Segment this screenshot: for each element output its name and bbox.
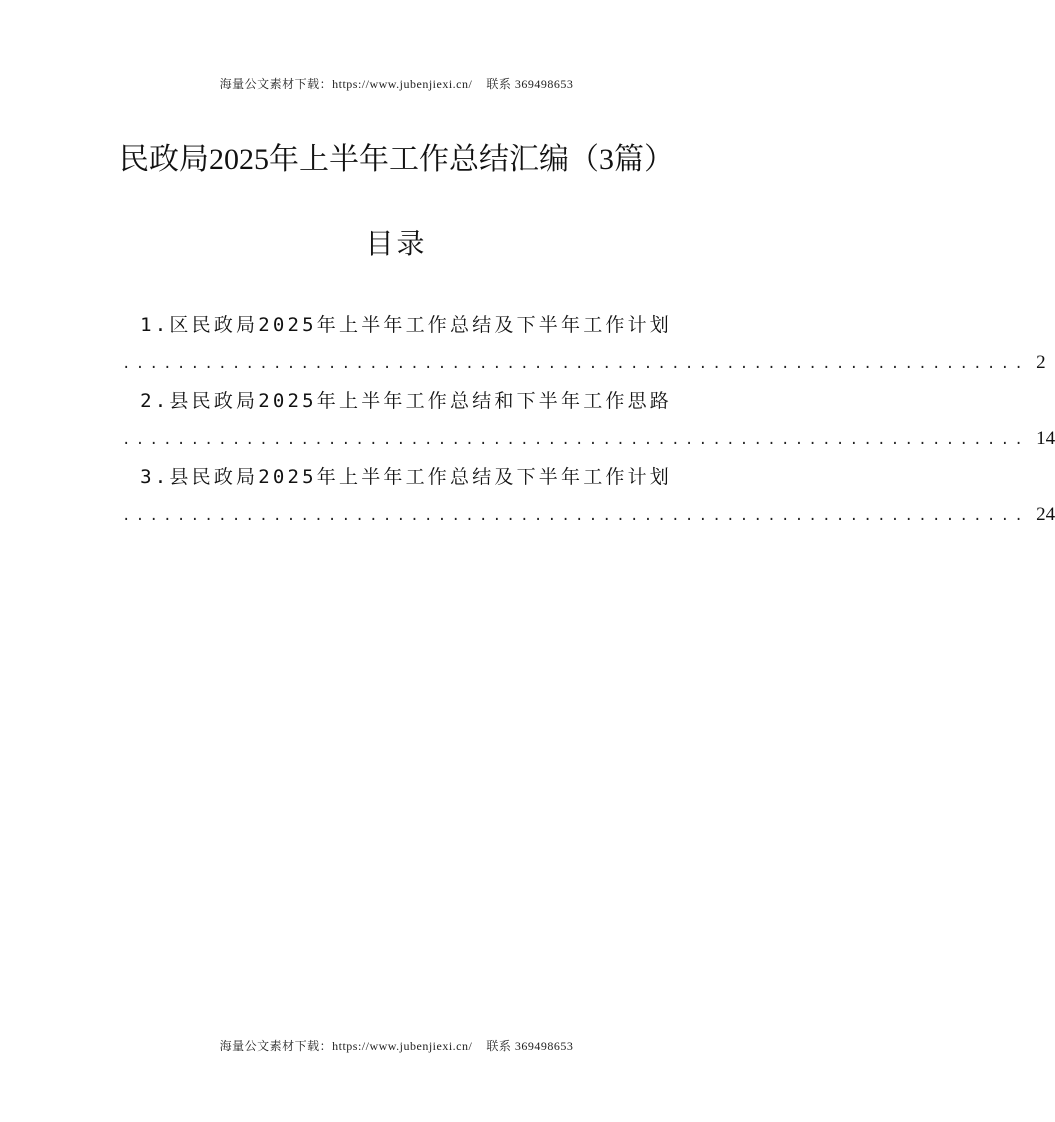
header-contact-text: 联系 369498653 [486, 77, 574, 91]
toc-entry[interactable] [122, 306, 1046, 382]
toc-entry[interactable] [122, 382, 1055, 458]
page-footer [0, 1037, 793, 1054]
toc-leader-dots: .................................................................. [122, 508, 1029, 524]
table-of-contents [122, 306, 1055, 534]
toc-leader-dots: .................................................................. [122, 356, 1029, 372]
toc-page-number[interactable]: 24 [1036, 504, 1055, 525]
page-header [0, 75, 793, 92]
toc-leader-dots: .................................................................. [122, 432, 1029, 448]
toc-entry-title[interactable]: 3.县民政局2025年上半年工作总结及下半年工作计划 [140, 466, 672, 488]
footer-site-text: 海量公文素材下载：https://www.jubenjiexi.cn/ [219, 1039, 473, 1053]
toc-entry-title[interactable]: 2.县民政局2025年上半年工作总结和下半年工作思路 [140, 390, 672, 412]
document-title: 民政局2025年上半年工作总结汇编（3篇） [119, 143, 674, 176]
footer-contact-text: 联系 369498653 [486, 1039, 574, 1053]
toc-heading: 目录 [365, 229, 428, 260]
toc-page-number[interactable]: 14 [1036, 428, 1055, 449]
toc-entry-title[interactable]: 1.区民政局2025年上半年工作总结及下半年工作计划 [140, 314, 672, 336]
toc-page-number[interactable]: 2 [1036, 352, 1046, 373]
toc-entry[interactable] [122, 458, 1055, 534]
header-site-text: 海量公文素材下载：https://www.jubenjiexi.cn/ [219, 77, 473, 91]
